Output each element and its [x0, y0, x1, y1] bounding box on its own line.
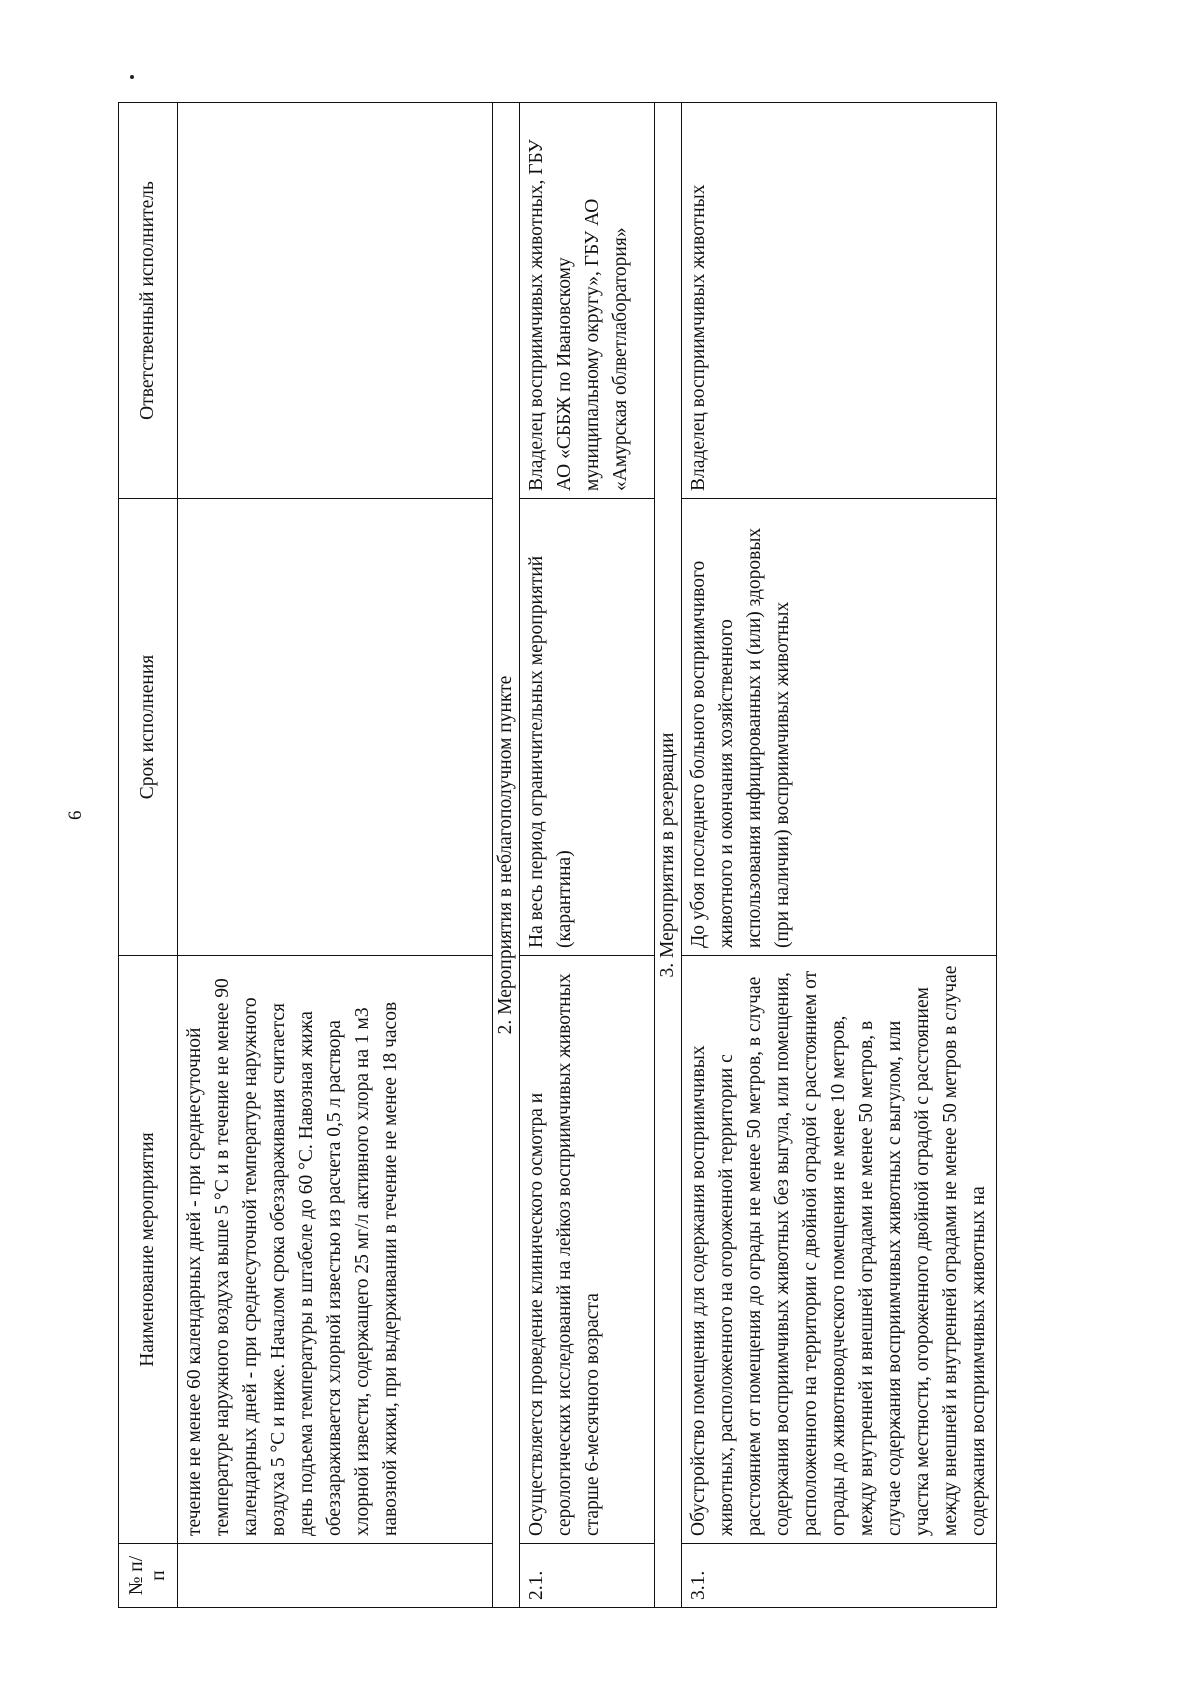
- cell-num: 3.1.: [682, 1544, 997, 1608]
- cell-responsible: [178, 103, 493, 499]
- measures-table: [118, 102, 997, 1608]
- cell-responsible: Владелец восприимчивых животных, ГБУ АО «СББЖ по Ивановскому муниципальному округу», ГБУ АО «Амурская облветлаборатория»: [520, 103, 655, 499]
- cell-name: Осуществляется проведение клинического осмотра и серологических исследований на лейкоз восприимчивых животных старше 6-месячного возраста: [520, 956, 655, 1544]
- cell-responsible: Владелец восприимчивых животных: [682, 103, 997, 499]
- header-name: Наименование мероприятия: [119, 956, 178, 1544]
- section-3-title: 3. Мероприятия в резервации: [655, 103, 682, 1608]
- section-heading-2: [493, 103, 520, 1608]
- header-num: № п/п: [119, 1544, 178, 1608]
- cell-name: Обустройство помещения для содержания восприимчивых животных, расположенного на огороженной территории с расстоянием от помещения до ограды не менее 50 метров, в случае содержания восприимчивых животных без выгула, или помещения, расположенного на территории с двойной оградой с расстоянием от ограды до животноводческого помещения не менее 10 метров, между внутренней и внешней оградами не менее 50 метров, в случае содержания восприимчивых животных с выгулом, или участка местности, огороженного двойной оградой с расстоянием между внешней и внутренней оградами не менее 50 метров в случае содержания восприимчивых животных на: [682, 956, 997, 1544]
- cell-name: течение не менее 60 календарных дней - при среднесуточной температуре наружного воздуха выше 5 °С и в течение не менее 90 календарных дней - при среднесуточной температуре наружного воздуха 5 °С и ниже. Началом срока обеззараживания считается день подъема температуры в штабеле до 60 °С. Навозная жижа обеззараживается хлорной известью из расчета 0,5 л раствора хлорной извести, содержащего 25 мг/л активного хлора на 1 м3 навозной жижи, при выдерживании в течение не менее 18 часов: [178, 956, 493, 1544]
- table-row-continuation: [178, 103, 493, 1608]
- section-heading-3: [655, 103, 682, 1608]
- cell-term: [178, 499, 493, 956]
- table-row-3-1: [682, 103, 997, 1608]
- table-row-2-1: [520, 103, 655, 1608]
- cell-num: 2.1.: [520, 1544, 655, 1608]
- rotated-page-content: [118, 103, 989, 1608]
- page-dot-mark: [130, 75, 134, 79]
- page-number: 6: [65, 810, 86, 820]
- section-2-title: 2. Мероприятия в неблагополучном пункте: [493, 103, 520, 1608]
- header-term: Срок исполнения: [119, 499, 178, 956]
- cell-term: До убоя последнего больного восприимчивого животного и окончания хозяйственного использования инфицированных и (или) здоровых (при наличии) восприимчивых животных: [682, 499, 997, 956]
- cell-term: На весь период ограничительных мероприятий (карантина): [520, 499, 655, 956]
- cell-num: [178, 1544, 493, 1608]
- table-header-row: [119, 103, 178, 1608]
- header-responsible: Ответственный исполнитель: [119, 103, 178, 499]
